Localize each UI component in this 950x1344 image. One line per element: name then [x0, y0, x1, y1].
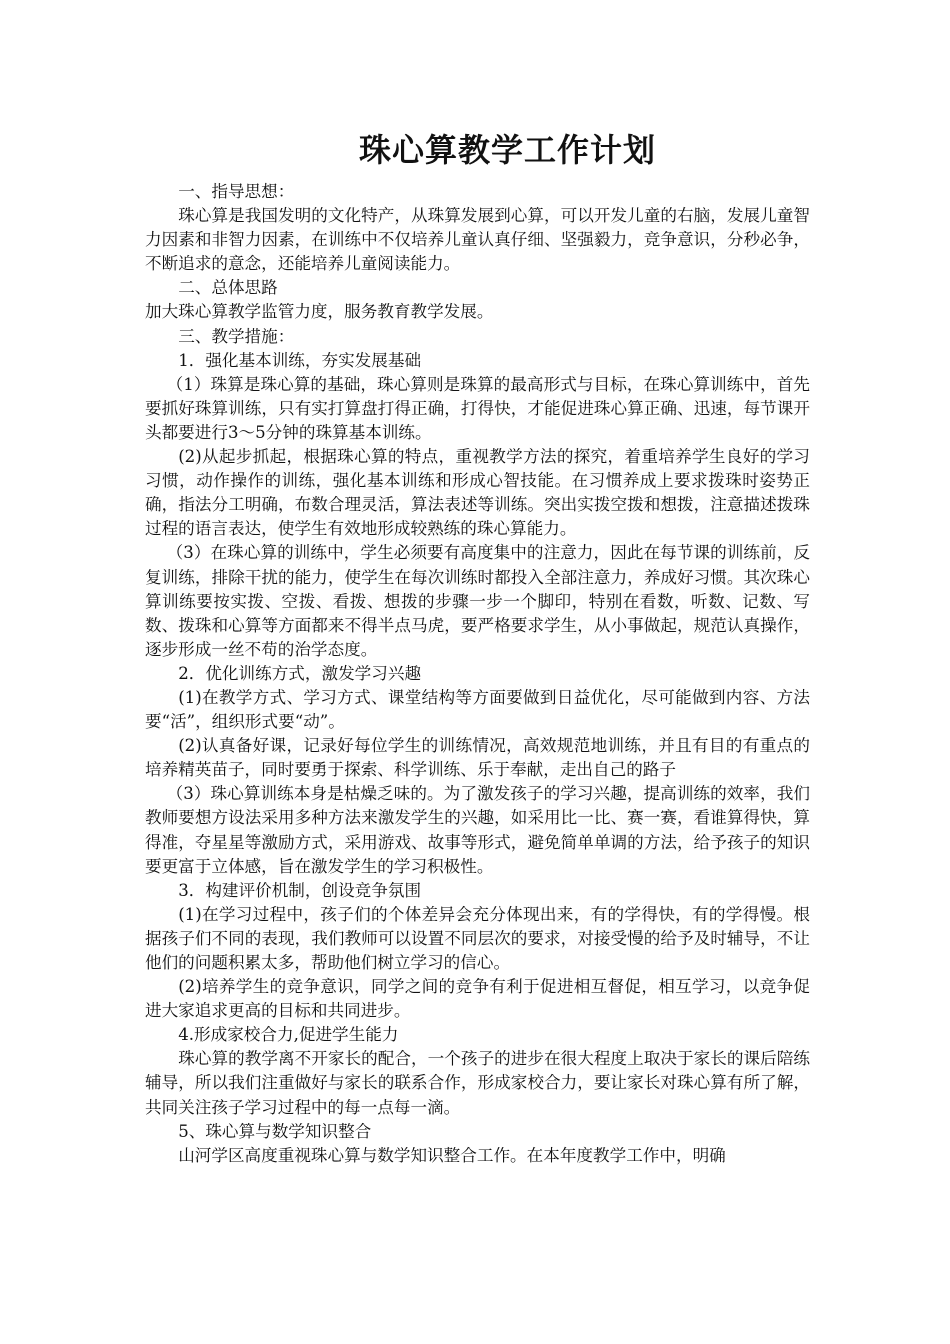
paragraph: （3）珠心算训练本身是枯燥乏味的。为了激发孩子的学习兴趣，提高训练的效率，我们教师要想方设法采用多种方法来激发学生的兴趣，如采用比一比、赛一赛，看谁算得快，算得准，夺星星等激励方式，采用游戏、故事等形式，避免简单单调的方法，给予孩子的知识要更富于立体感，旨在激发学生的学习积极性。 [145, 784, 810, 876]
paragraph: (1)在教学方式、学习方式、课堂结构等方面要做到日益优化，尽可能做到内容、方法要“活”，组织形式要“动”。 [145, 687, 810, 732]
paragraph: 4.形成家校合力,促进学生能力 [178, 1025, 399, 1045]
document-title: 珠心算教学工作计划 [358, 131, 656, 169]
paragraph: 二、总体思路 [178, 278, 278, 298]
paragraph: 珠心算的教学离不开家长的配合，一个孩子的进步在很大程度上取决于家长的课后陪练辅导，所以我们注重做好与家长的联系合作，形成家校合力，要让家长对珠心算有所了解，共同关注孩子学习过程中的每一点每一滴。 [145, 1049, 810, 1117]
paragraph: 1．强化基本训练，夯实发展基础 [178, 350, 422, 370]
paragraph: 3．构建评价机制，创设竞争氛围 [178, 880, 422, 900]
paragraph: 山河学区高度重视珠心算与数学知识整合工作。在本年度教学工作中，明确 [178, 1145, 726, 1165]
paragraph: 2．优化训练方式，激发学习兴趣 [178, 663, 422, 683]
document-body [145, 180, 810, 1168]
paragraph: 加大珠心算教学监管力度，服务教育教学发展。 [145, 302, 494, 322]
paragraph: （3）在珠心算的训练中，学生必须要有高度集中的注意力，因此在每节课的训练前，反复训练，排除干扰的能力，使学生在每次训练时都投入全部注意力，养成好习惯。其次珠心算训练要按实拨、空拨、看拨、想拨的步骤一步一个脚印，特别在看数，听数、记数、写数、拨珠和心算等方面都来不得半点马虎，要严格要求学生，从小事做起，规范认真操作，逐步形成一丝不苟的治学态度。 [145, 543, 810, 659]
paragraph: (2)认真备好课，记录好每位学生的训练情况，高效规范地训练，并且有目的有重点的培养精英苗子，同时要勇于探索、科学训练、乐于奉献，走出自己的路子 [145, 736, 810, 780]
paragraph: (2)从起步抓起，根据珠心算的特点，重视教学方法的探究，着重培养学生良好的学习习惯，动作操作的训练，强化基本训练和形成心智技能。在习惯养成上要求拨珠时姿势正确，指法分工明确，布数合理灵活，算法表述等训练。突出实拨空拨和想拨，注意描述拨珠过程的语言表达，使学生有效地形成较熟练的珠心算能力。 [145, 447, 810, 539]
paragraph: 三、教学措施： [178, 326, 295, 346]
paragraph: 5、珠心算与数学知识整合 [178, 1121, 372, 1141]
paragraph: (2)培养学生的竞争意识，同学之间的竞争有利于促进相互督促，相互学习，以竞争促进大家追求更高的目标和共同进步。 [145, 977, 810, 1021]
paragraph: (1)在学习过程中，孩子们的个体差异会充分体现出来，有的学得快，有的学得慢。根据孩子们不同的表现，我们教师可以设置不同层次的要求，对接受慢的给予及时辅导，不让他们的问题积累太多，帮助他们树立学习的信心。 [145, 904, 810, 972]
paragraph: 一、指导思想： [178, 182, 295, 201]
paragraph: （1）珠算是珠心算的基础，珠心算则是珠算的最高形式与目标，在珠心算训练中，首先要抓好珠算训练，只有实打算盘打得正确，打得快，才能促进珠心算正确、迅速，每节课开头都要进行3～5分钟的珠算基本训练。 [145, 374, 810, 442]
paragraph: 珠心算是我国发明的文化特产，从珠算发展到心算，可以开发儿童的右脑，发展儿童智力因素和非智力因素，在训练中不仅培养儿童认真仔细、坚强毅力，竞争意识，分秒必争，不断追求的意念，还能培养儿童阅读能力。 [145, 206, 810, 274]
